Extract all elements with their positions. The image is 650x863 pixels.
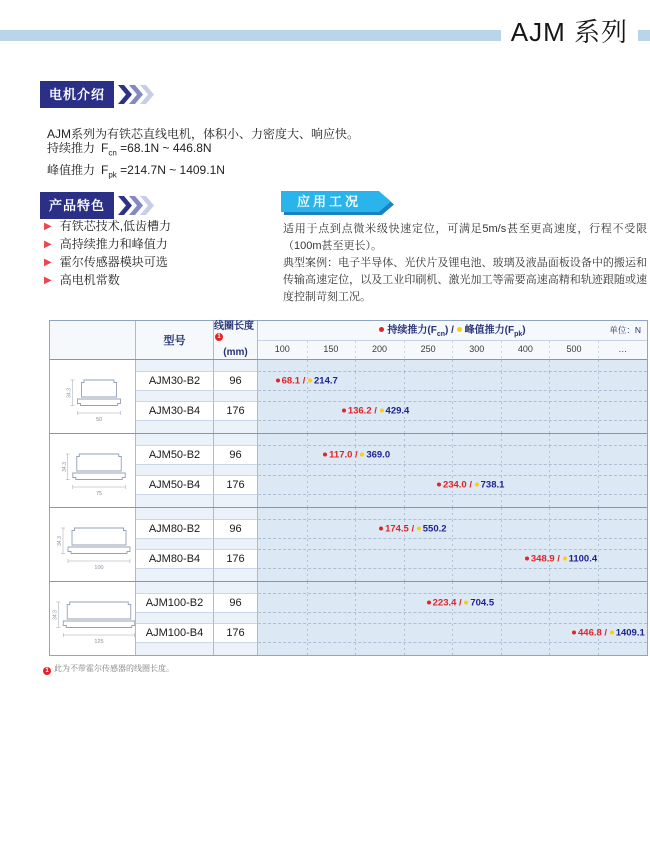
model-cell: AJM30-B4 bbox=[136, 402, 214, 421]
col-header-drawing bbox=[50, 321, 136, 359]
force-label: 117.0 / 369.0 bbox=[323, 450, 390, 461]
peak-force-line: 峰值推力 $F_{pk} =214.7N$ ~ 1409.1N bbox=[47, 163, 225, 180]
force-label: 68.1 / 214.7 bbox=[276, 376, 338, 387]
model-cell: AJM100-B2 bbox=[136, 594, 214, 613]
table-row bbox=[136, 372, 647, 391]
model-cell: AJM80-B2 bbox=[136, 520, 214, 539]
peak-force-dot-icon bbox=[417, 526, 421, 530]
footnote-marker-icon: 1 bbox=[215, 333, 223, 341]
triangle-bullet-icon: ▶ bbox=[44, 275, 52, 286]
footnote-text: 此为不带霍尔传感器的线圈长度。 bbox=[54, 664, 174, 673]
motor-drawing bbox=[50, 434, 136, 507]
cont-force-value: 446.8 bbox=[578, 627, 602, 639]
table-group bbox=[50, 581, 647, 655]
triangle-bullet-icon: ▶ bbox=[44, 257, 52, 268]
peak-force-value: =214.7N ~ 1409.1N bbox=[120, 163, 225, 177]
table-row bbox=[136, 520, 647, 539]
model-cell: AJM50-B2 bbox=[136, 446, 214, 465]
axis-ticks bbox=[258, 341, 647, 359]
force-label: 446.8 / 1409.1 bbox=[572, 628, 645, 639]
cont-force-label: 持续推力 bbox=[47, 141, 96, 155]
triangle-bullet-icon: ▶ bbox=[44, 239, 52, 250]
feature-item: ▶ 霍尔传感器模块可选 bbox=[44, 255, 168, 269]
spacer-row bbox=[136, 360, 647, 372]
svg-text:50: 50 bbox=[95, 416, 102, 423]
footnote bbox=[43, 663, 174, 675]
spacer-row bbox=[136, 613, 647, 624]
application-section-badge bbox=[281, 191, 397, 216]
cont-force-symbol: F bbox=[101, 141, 109, 155]
intro-badge-label: 电机介绍 bbox=[40, 81, 114, 108]
tick-label: 250 bbox=[420, 344, 436, 354]
peak-force-dot-icon bbox=[563, 556, 567, 560]
table-row bbox=[136, 624, 647, 643]
feature-item: ▶ 高电机常数 bbox=[44, 273, 120, 287]
peak-force-dot-icon bbox=[308, 378, 312, 382]
peak-force-dot-icon bbox=[457, 327, 462, 332]
coil-unit-label: (mm) bbox=[223, 346, 248, 358]
motor-drawing bbox=[50, 582, 136, 655]
peak-force-dot-icon bbox=[380, 408, 384, 412]
spec-table bbox=[49, 320, 648, 656]
model-cell: AJM50-B4 bbox=[136, 476, 214, 495]
peak-force-value: 1409.1 bbox=[615, 627, 645, 639]
intro-description: AJM系列为有铁芯直线电机，体积小、力密度大、响应快。 bbox=[47, 127, 360, 141]
page-title: AJM 系列 bbox=[501, 14, 638, 52]
cont-force-dot-icon bbox=[572, 630, 576, 634]
cont-force-dot-icon bbox=[323, 452, 327, 456]
spacer-row bbox=[136, 539, 647, 550]
chart-cell bbox=[258, 446, 647, 465]
footnote-marker-icon: 1 bbox=[43, 667, 51, 675]
peak-force-value: 369.0 bbox=[366, 449, 391, 461]
svg-text:100: 100 bbox=[93, 564, 104, 571]
application-paragraph: 适用于点到点微米级快速定位，可满足5m/s甚至更高速度，行程不受限（100m甚至更长）。 bbox=[283, 223, 647, 252]
peak-force-value: 550.2 bbox=[422, 523, 447, 535]
cont-force-dot-icon bbox=[525, 556, 529, 560]
cont-force-value: 174.5 bbox=[385, 523, 409, 535]
spacer-row bbox=[136, 643, 647, 655]
model-cell: AJM100-B4 bbox=[136, 624, 214, 643]
spacer-row bbox=[136, 421, 647, 433]
chart-cell bbox=[258, 624, 647, 643]
cont-force-value: 234.0 bbox=[442, 479, 467, 491]
table-body bbox=[50, 359, 647, 655]
triple-chevron-icon bbox=[118, 85, 156, 104]
coil-cell: 96 bbox=[214, 594, 258, 613]
cont-force-dot-icon bbox=[437, 482, 441, 486]
col-header-coil: 线圈长度1 (mm) bbox=[214, 321, 258, 359]
table-header bbox=[50, 321, 647, 359]
col-header-model: 型号 bbox=[136, 321, 214, 359]
coil-cell: 96 bbox=[214, 372, 258, 391]
triangle-bullet-icon: ▶ bbox=[44, 221, 52, 232]
spacer-row bbox=[136, 582, 647, 594]
svg-text:75: 75 bbox=[95, 490, 102, 497]
chart-cell bbox=[258, 550, 647, 569]
cont-force-dot-icon bbox=[379, 526, 383, 530]
cont-force-dot-icon bbox=[276, 378, 280, 382]
triple-chevron-icon bbox=[118, 196, 156, 215]
model-cell: AJM80-B4 bbox=[136, 550, 214, 569]
chart-cell bbox=[258, 402, 647, 421]
chart-cell bbox=[258, 476, 647, 495]
force-label: 136.2 / 429.4 bbox=[342, 406, 409, 417]
peak-force-dot-icon bbox=[610, 630, 614, 634]
peak-force-symbol: F bbox=[101, 163, 109, 177]
spacer-row bbox=[136, 569, 647, 581]
table-group bbox=[50, 433, 647, 507]
peak-force-value: 738.1 bbox=[480, 479, 505, 491]
table-row bbox=[136, 550, 647, 569]
features-list bbox=[44, 219, 171, 291]
chart-cell bbox=[258, 520, 647, 539]
cont-force-value: 348.9 bbox=[530, 553, 555, 565]
cont-force-value: 68.1 bbox=[281, 375, 301, 387]
chart-cell bbox=[258, 594, 647, 613]
col-header-force bbox=[258, 321, 647, 359]
peak-force-value: 429.4 bbox=[385, 405, 410, 417]
peak-force-dot-icon bbox=[475, 482, 479, 486]
tick-label: 400 bbox=[517, 344, 533, 354]
coil-cell: 176 bbox=[214, 402, 258, 421]
table-row bbox=[136, 402, 647, 421]
feature-item: ▶ 高持续推力和峰值力 bbox=[44, 237, 168, 251]
force-label: 223.4 / 704.5 bbox=[427, 598, 494, 609]
coil-cell: 176 bbox=[214, 476, 258, 495]
svg-text:125: 125 bbox=[93, 638, 104, 645]
cont-force-line: 持续推力 $F_{cn} =68.1N$ ~ 446.8N bbox=[47, 141, 212, 158]
cont-force-dot-icon bbox=[342, 408, 346, 412]
cont-force-dot-icon bbox=[427, 600, 431, 604]
peak-force-value: 214.7 bbox=[314, 375, 338, 387]
motor-drawing bbox=[50, 360, 136, 433]
coil-cell: 96 bbox=[214, 520, 258, 539]
table-row bbox=[136, 476, 647, 495]
coil-cell: 176 bbox=[214, 550, 258, 569]
feature-item: ▶ 有铁芯技术,低齿槽力 bbox=[44, 219, 172, 233]
cont-force-dot-icon bbox=[379, 327, 384, 332]
peak-force-value: 704.5 bbox=[470, 597, 495, 609]
cont-force-value: =68.1N ~ 446.8N bbox=[120, 141, 212, 155]
spacer-row bbox=[136, 434, 647, 446]
svg-text:34.3: 34.3 bbox=[51, 609, 58, 620]
tick-label: 100 bbox=[274, 344, 290, 354]
chart-cell bbox=[258, 372, 647, 391]
force-label: 348.9 / 1100.4 bbox=[525, 554, 597, 565]
svg-text:34.3: 34.3 bbox=[61, 461, 68, 472]
tick-label: 200 bbox=[372, 344, 388, 354]
spacer-row bbox=[136, 508, 647, 520]
cont-force-value: 117.0 bbox=[329, 449, 353, 461]
unit-label: 单位：N bbox=[609, 325, 641, 335]
force-label: 174.5 / 550.2 bbox=[379, 524, 446, 535]
force-legend: 持续推力$(F_{cn})$ / 峰值推力$(F_{pk})$ 单位：N bbox=[258, 321, 647, 341]
table-group bbox=[50, 507, 647, 581]
tick-label: … bbox=[618, 344, 628, 354]
features-section-badge bbox=[40, 192, 156, 219]
spacer-row bbox=[136, 495, 647, 507]
application-badge-label: 应用工况 bbox=[296, 194, 361, 209]
spacer-row bbox=[136, 391, 647, 402]
cont-force-value: 136.2 bbox=[347, 405, 372, 417]
peak-force-dot-icon bbox=[360, 452, 364, 456]
table-row bbox=[136, 446, 647, 465]
application-paragraph: 典型案例：电子半导体、光伏片及锂电池、玻璃及液晶面板设备中的搬运和传输高速定位，以及工业印刷机、激光加工等需要高速高精和轨迹跟随或速度控制苛刻工况。 bbox=[283, 257, 647, 303]
cont-force-value: 223.4 bbox=[432, 597, 457, 609]
coil-cell: 96 bbox=[214, 446, 258, 465]
tick-label: 300 bbox=[469, 344, 485, 354]
intro-section-badge bbox=[40, 81, 156, 108]
coil-cell: 176 bbox=[214, 624, 258, 643]
peak-force-label: 峰值推力 bbox=[47, 163, 96, 177]
motor-drawing bbox=[50, 508, 136, 581]
table-row bbox=[136, 594, 647, 613]
svg-text:34.3: 34.3 bbox=[56, 535, 63, 546]
force-label: 234.0 / 738.1 bbox=[437, 480, 504, 491]
tick-label: 150 bbox=[323, 344, 339, 354]
tick-label: 500 bbox=[566, 344, 582, 354]
model-cell: AJM30-B2 bbox=[136, 372, 214, 391]
table-group bbox=[50, 359, 647, 433]
spacer-row bbox=[136, 465, 647, 476]
peak-force-value: 1100.4 bbox=[568, 553, 598, 565]
peak-force-dot-icon bbox=[464, 600, 468, 604]
features-badge-label: 产品特色 bbox=[40, 192, 114, 219]
svg-text:34.3: 34.3 bbox=[66, 387, 72, 398]
